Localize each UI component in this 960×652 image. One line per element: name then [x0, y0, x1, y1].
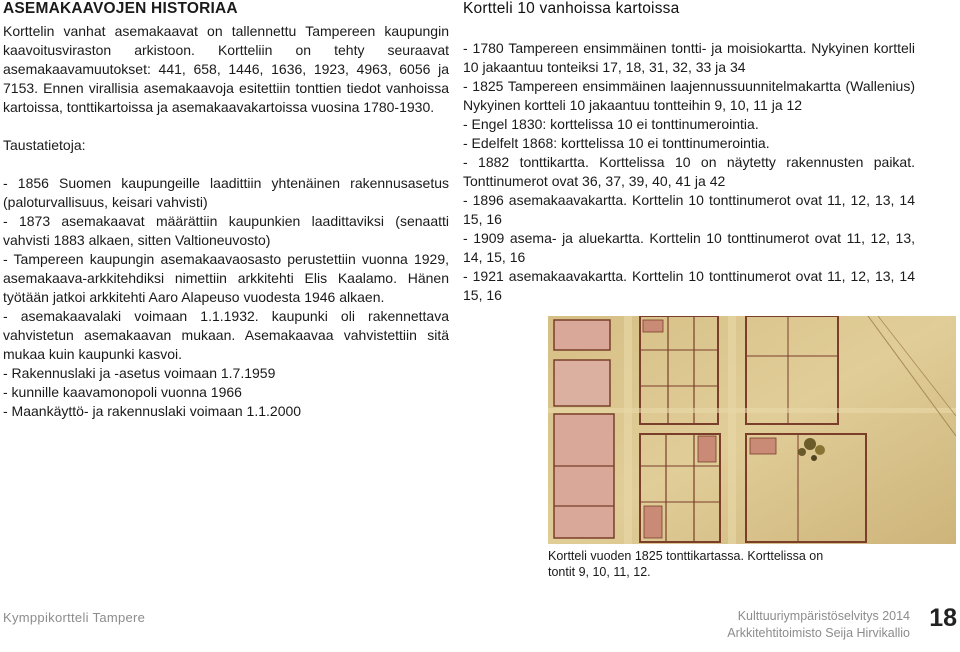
map-history-item: - Engel 1830: korttelissa 10 ei tonttinumerointia.	[463, 116, 759, 132]
left-column	[3, 0, 449, 421]
footer-line-2: Arkkitehtitoimisto Seija Hirvikallio	[727, 626, 910, 640]
background-item: - Maankäyttö- ja rakennuslaki voimaan 1.1.2000	[3, 403, 302, 419]
map-history-item: - 1825 Tampereen ensimmäinen laajennussuunnitelmakartta (Wallenius) Nykyinen kortteli 10 jakaantuu tontteihin 9, 10, 11 ja 12	[463, 78, 915, 113]
background-item: - Tampereen kaupungin asemakaavaosasto perustettiin vuonna 1929, asemakaava-arkkitehdiksi nimettiin arkkitehti Elis Kaalamo. Hänen työtään jatkoi arkkitehti Aaro Alapeuso vuodesta 1946 alkaen.	[3, 251, 449, 305]
background-item: - kunnille kaavamonopoli vuonna 1966	[3, 384, 242, 400]
section-heading: ASEMAKAAVOJEN HISTORIAA	[3, 0, 238, 17]
map-history-item: - 1780 Tampereen ensimmäinen tontti- ja moisiokartta. Nykyinen kortteli 10 jakaantuu tonteiksi 17, 18, 31, 32, 33 ja 34	[463, 40, 915, 75]
right-column	[463, 0, 915, 305]
footer-title: Kymppikortteli Tampere	[3, 610, 146, 625]
map-history-item: - 1896 asemakaavakartta. Korttelin 10 tonttinumerot ovat 11, 12, 13, 14 15, 16	[463, 192, 915, 227]
background-item: - 1873 asemakaavat määrättiin kaupunkien laadittaviksi (senaatti vahvisti 1883 alkaen, sitten Valtioneuvosto)	[3, 213, 449, 248]
map-history-item: - 1909 asema- ja aluekartta. Korttelin 10 tonttinumerot ovat 11, 12, 13, 14, 15, 16	[463, 230, 915, 265]
background-label: Taustatietoja:	[3, 137, 86, 153]
map-drawing	[548, 316, 956, 544]
background-item: - 1856 Suomen kaupungeille laadittiin yhtenäinen rakennusasetus (paloturvallisuus, keisari vahvisti)	[3, 175, 449, 210]
intro-paragraph: Korttelin vanhat asemakaavat on tallennettu Tampereen kaupungin kaavoitusviraston arkistoon. Kortteliin on tehty seuraavat asemakaavamuutokset: 441, 658, 1446, 1636, 1923, 4963, 6056 ja 7153. Ennen virallisia asemakaavoja esitettiin tonttien tiedot vanhoissa kartoissa, tonttikartoissa ja asemakaavakartoissa vuosina 1780-1930.	[3, 23, 449, 115]
background-item: - Rakennuslaki ja -asetus voimaan 1.7.1959	[3, 365, 276, 381]
footer-credits	[727, 608, 910, 642]
footer-line-1: Kulttuuriympäristöselvitys 2014	[737, 609, 910, 623]
map-caption: Kortteli vuoden 1825 tonttikartassa. Korttelissa on tontit 9, 10, 11, 12.	[548, 549, 824, 579]
background-item: - asemakaavalaki voimaan 1.1.1932. kaupunki oli rakennettava vahvistetun asemakaavan mukaan. Asemakaavaa vahvistettiin sitä mukaa kuin kaupunki kasvoi.	[3, 308, 449, 362]
page-number: 18	[929, 604, 957, 632]
map-history-item: - 1882 tonttikartta. Korttelissa 10 on näytetty rakennusten paikat. Tonttinumerot ovat 36, 37, 39, 40, 41 ja 42	[463, 154, 915, 189]
map-history-item: - Edelfelt 1868: korttelissa 10 ei tonttinumerointia.	[463, 135, 770, 151]
map-history-heading: Kortteli 10 vanhoissa kartoissa	[463, 0, 680, 17]
historical-map-image	[548, 316, 956, 544]
map-history-item: - 1921 asemakaavakartta. Korttelin 10 tonttinumerot ovat 11, 12, 13, 14 15, 16	[463, 268, 915, 303]
